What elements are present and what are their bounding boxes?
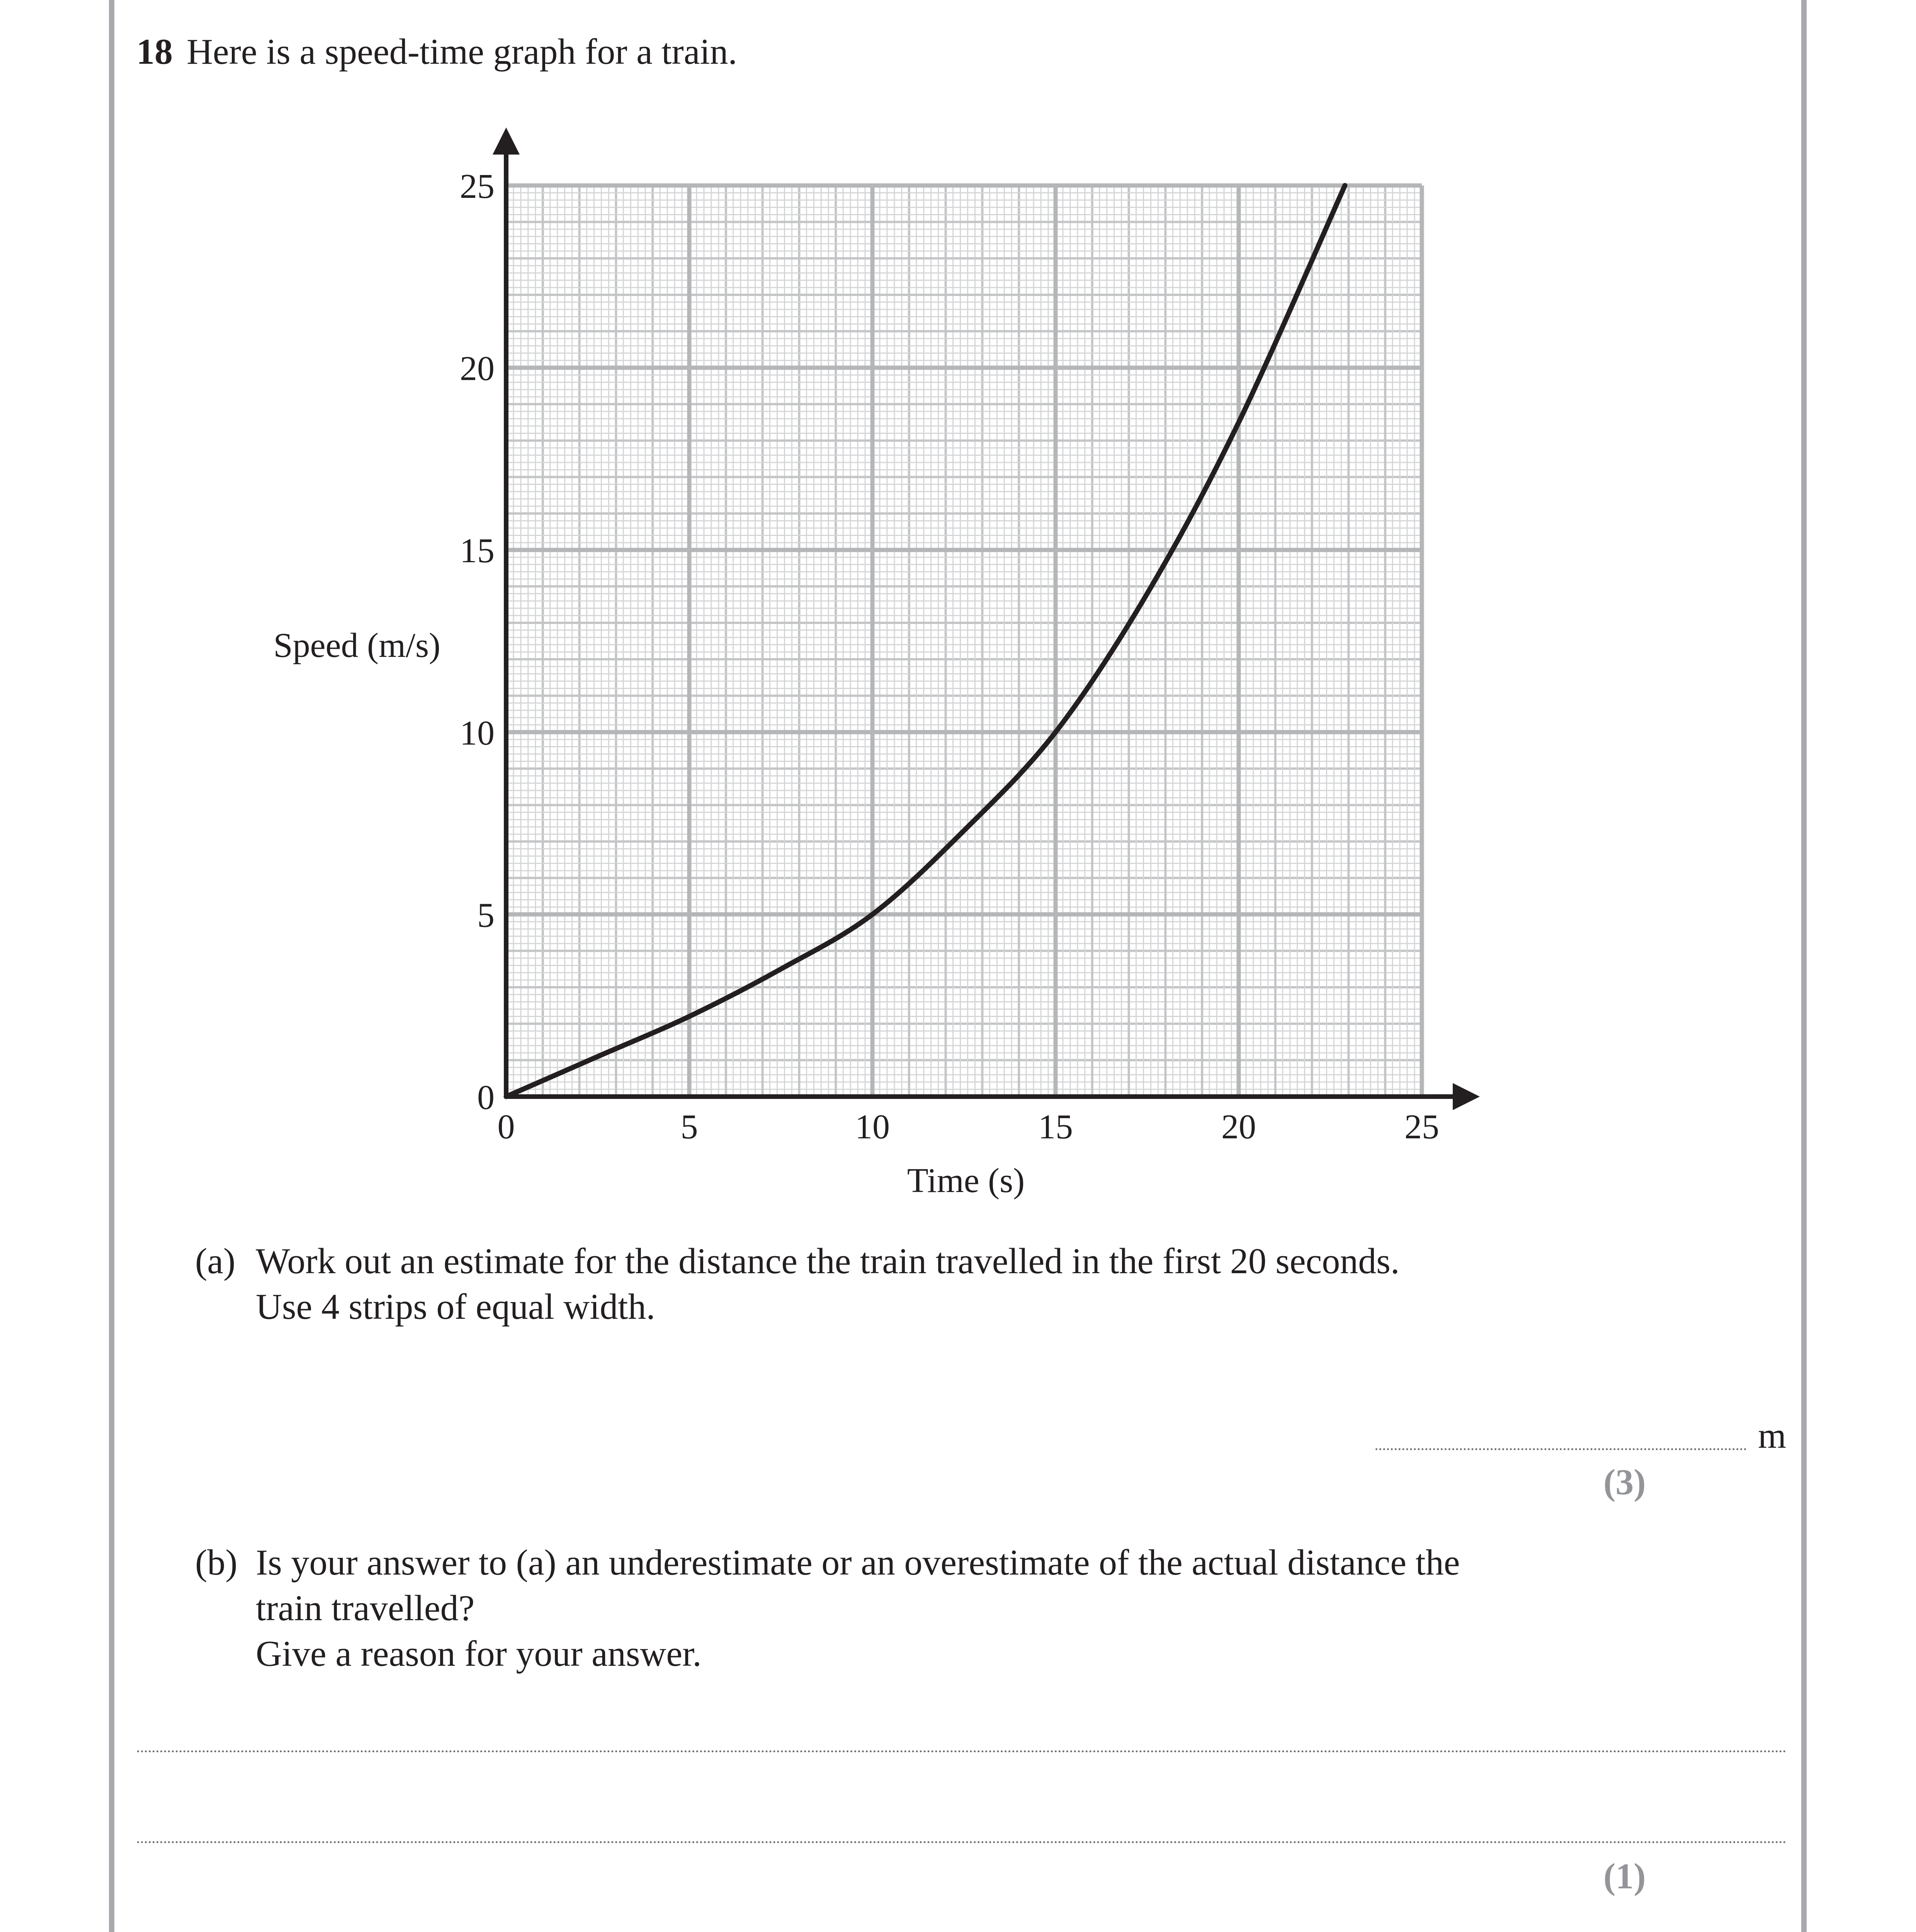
y-axis-label: Speed (m/s) [273,626,440,665]
x-tick-label: 5 [680,1108,698,1146]
y-tick-label: 0 [477,1078,495,1117]
part-a-label: (a) [195,1241,236,1281]
part-a-line-2: Use 4 strips of equal width. [256,1287,655,1327]
x-tick-label: 0 [497,1108,515,1146]
answer-line-part-a[interactable] [1375,1448,1746,1450]
part-b-line-2: train travelled? [256,1588,475,1628]
y-tick-label: 20 [460,349,495,388]
answer-line-part-b-1[interactable] [137,1750,1787,1752]
unit-label: m [1758,1416,1787,1456]
part-b-line-1: Is your answer to (a) an underestimate or an overestimate of the actual distance the [256,1543,1460,1583]
speed-curve [506,185,1345,1097]
x-tick-label: 15 [1038,1108,1073,1146]
part-b-label: (b) [195,1543,238,1583]
x-tick-label: 25 [1404,1108,1439,1146]
marks-part-a: (3) [1603,1462,1646,1502]
part-b-text [256,1540,1460,1677]
tick-labels [460,167,1439,1146]
axes [493,128,1480,1110]
question-number: 18 [136,32,173,72]
part-b-line-3: Give a reason for your answer. [256,1634,702,1674]
question-intro: Here is a speed-time graph for a train. [187,32,738,72]
part-a-text [256,1238,1399,1330]
y-tick-label: 5 [477,896,495,935]
marks-part-b: (1) [1603,1856,1646,1896]
x-axis-label: Time (s) [907,1162,1025,1200]
x-axis-arrow-icon [1453,1083,1480,1110]
y-axis-arrow-icon [493,128,520,155]
y-tick-label: 10 [460,714,495,752]
part-a-line-1: Work out an estimate for the distance the train travelled in the first 20 seconds. [256,1241,1400,1281]
answer-line-part-b-2[interactable] [137,1841,1787,1843]
y-tick-label: 15 [460,532,495,570]
x-tick-label: 20 [1221,1108,1256,1146]
x-tick-label: 10 [855,1108,890,1146]
y-tick-label: 25 [460,167,495,206]
